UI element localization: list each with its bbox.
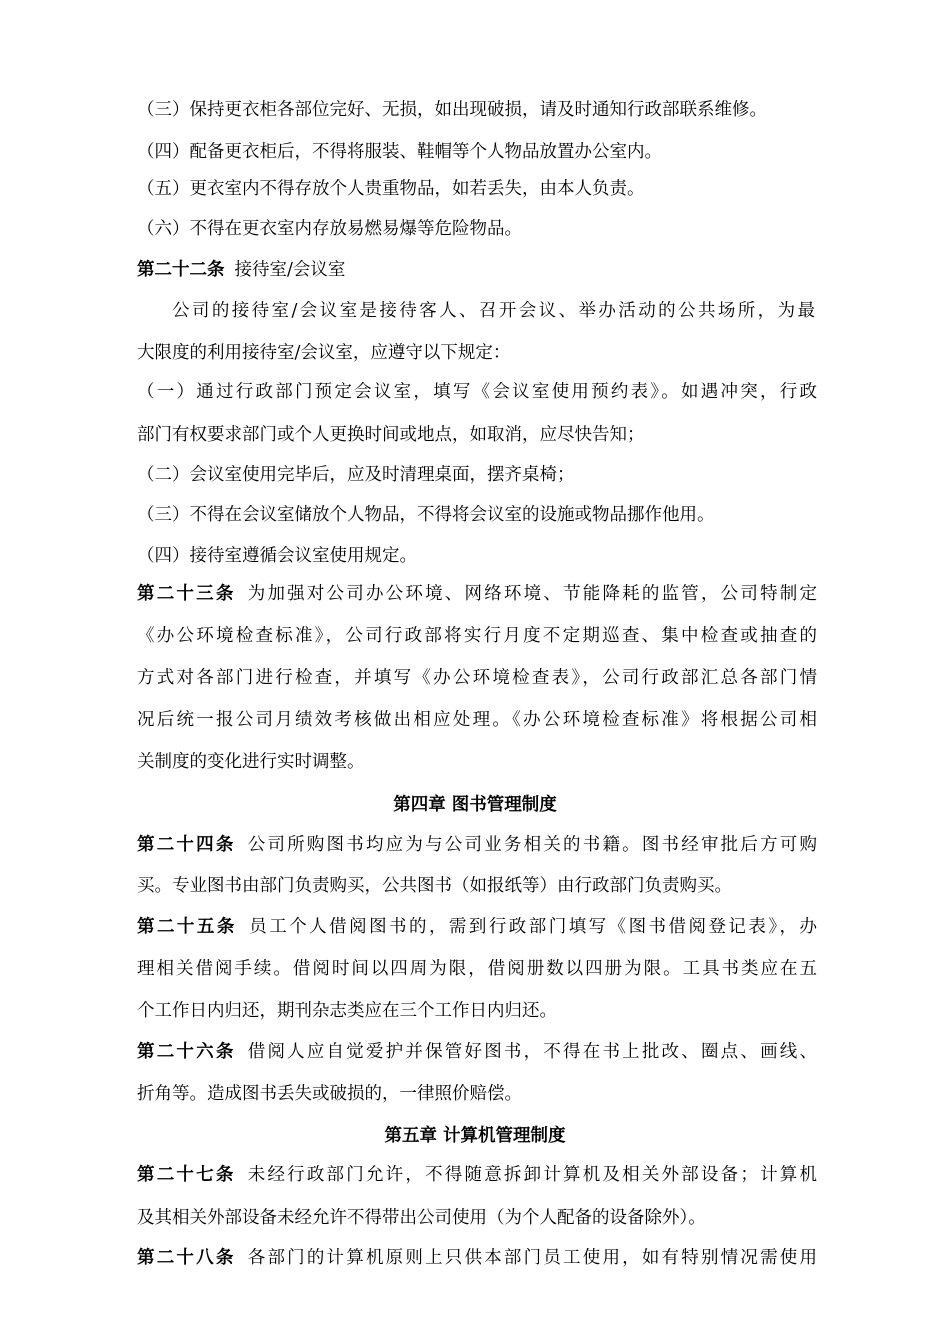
article-25-line1 <box>137 915 817 939</box>
chapter-5-heading: 第五章 计算机管理制度 <box>384 1126 566 1146</box>
article-27-text1: 未经行政部门允许，不得随意拆卸计算机及相关外部设备；计算机 <box>245 1165 817 1185</box>
article-22-item4: （四）接待室遵循会议室使用规定。 <box>137 546 417 566</box>
clause-5-wardrobe: （五）更衣室内不得存放个人贵重物品，如若丢失，由本人负责。 <box>137 179 645 199</box>
article-25-text1: 员工个人借阅图书的，需到行政部门填写《图书借阅登记表》，办 <box>246 917 818 937</box>
article-22-para-line1: 公司的接待室/会议室是接待客人、召开会议、举办活动的公共场所，为最 <box>172 301 815 321</box>
article-22-para-line2: 大限度的利用接待室/会议室，应遵守以下规定： <box>137 343 511 363</box>
article-23-line3: 方式对各部门进行检查，并填写《办公环境检查表》，公司行政部汇总各部门情 <box>137 668 817 688</box>
article-22-item1-line2: 部门有权要求部门或个人更换时间或地点，如取消，应尽快告知； <box>137 425 645 445</box>
article-23-line5: 关制度的变化进行实时调整。 <box>137 752 365 772</box>
article-25-line3: 个工作日内归还，期刊杂志类应在三个工作日内归还。 <box>137 1001 557 1021</box>
article-23-label: 第二十三条 <box>137 584 236 604</box>
article-24-label: 第二十四条 <box>137 835 236 855</box>
article-23-text1: 为加强对公司办公环境、网络环境、节能降耗的监管，公司特制定 <box>245 584 817 604</box>
article-24-line2: 买。专业图书由部门负责购买，公共图书（如报纸等）由行政部门负责购买。 <box>137 876 732 896</box>
article-28-line1 <box>137 1246 817 1270</box>
article-28-text1: 各部门的计算机原则上只供本部门员工使用，如有特别情况需使用 <box>245 1248 817 1268</box>
article-25-line2: 理相关借阅手续。借阅时间以四周为限，借阅册数以四册为限。工具书类应在五 <box>137 959 817 979</box>
article-24-text1: 公司所购图书均应为与公司业务相关的书籍。图书经审批后方可购 <box>245 835 817 855</box>
article-22-heading <box>137 258 817 282</box>
clause-3-wardrobe: （三）保持更衣柜各部位完好、无损，如出现破损，请及时通知行政部联系维修。 <box>137 100 767 120</box>
article-23-line2: 《办公环境检查标准》，公司行政部将实行月度不定期巡查、集中检查或抽查的 <box>137 626 817 646</box>
article-23-line4: 况后统一报公司月绩效考核做出相应处理。《办公环境检查标准》将根据公司相 <box>137 710 817 730</box>
article-26-label: 第二十六条 <box>137 1042 236 1062</box>
chapter-4-heading: 第四章 图书管理制度 <box>393 795 557 815</box>
article-26-text1: 借阅人应自觉爱护并保管好图书，不得在书上批改、圈点、画线、 <box>245 1042 817 1062</box>
article-26-line2: 折角等。造成图书丢失或破损的，一律照价赔偿。 <box>137 1084 522 1104</box>
article-22-title: 接待室/会议室 <box>234 260 346 280</box>
article-22-item2: （二）会议室使用完毕后，应及时清理桌面，摆齐桌椅； <box>137 465 575 485</box>
article-26-line1 <box>137 1040 817 1064</box>
article-27-line2: 及其相关外部设备未经允许不得带出公司使用（为个人配备的设备除外）。 <box>137 1208 706 1228</box>
article-24-line1 <box>137 833 817 857</box>
article-27-line1 <box>137 1163 817 1187</box>
article-28-label: 第二十八条 <box>137 1248 236 1268</box>
article-22-item1-line1: （一）通过行政部门预定会议室，填写《会议室使用预约表》。如遇冲突，行政 <box>137 382 817 402</box>
article-22-item3: （三）不得在会议室储放个人物品，不得将会议室的设施或物品挪作他用。 <box>137 505 715 525</box>
article-22-label: 第二十二条 <box>137 260 225 280</box>
clause-6-wardrobe: （六）不得在更衣室内存放易燃易爆等危险物品。 <box>137 219 522 239</box>
article-23-line1 <box>137 582 817 606</box>
clause-4-wardrobe: （四）配备更衣柜后，不得将服装、鞋帽等个人物品放置办公室内。 <box>137 142 662 162</box>
article-25-label: 第二十五条 <box>137 917 237 937</box>
article-27-label: 第二十七条 <box>137 1165 236 1185</box>
